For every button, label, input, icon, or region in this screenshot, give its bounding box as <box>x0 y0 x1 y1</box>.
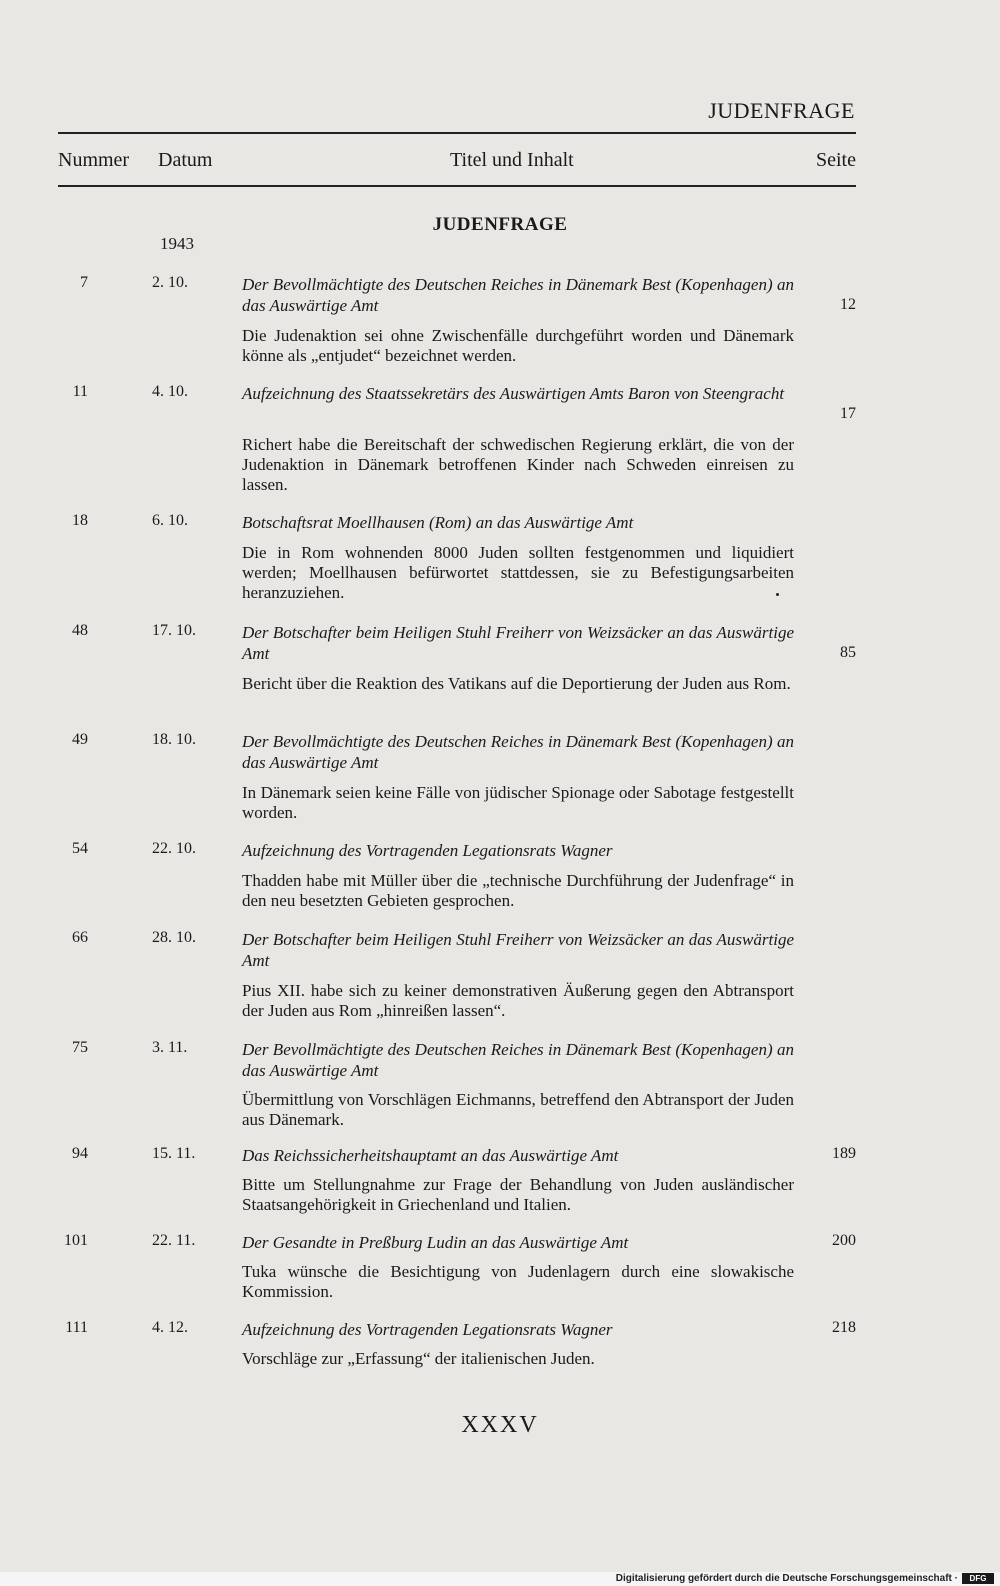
dfg-logo: DFG <box>962 1573 994 1584</box>
entry-title: Das Reichssicherheitshauptamt an das Auswärtige Amt <box>242 1146 619 1165</box>
page-folio: XXXV <box>461 1412 539 1438</box>
entry-number: 75 <box>72 1039 88 1056</box>
entry-summary: In Dänemark seien keine Fälle von jüdischer Spionage oder Sabotage festgestellt worden. <box>242 783 794 822</box>
entry-number: 101 <box>64 1232 88 1249</box>
entry-date: 17. 10. <box>152 622 196 639</box>
entry-summary: Richert habe die Bereitschaft der schwedischen Regierung erklärt, die von der Judenaktion in Dänemark betroffenen Kinder nach Schweden einreisen zu lassen. <box>242 435 794 494</box>
entry-date: 6. 10. <box>152 512 188 529</box>
entry-number: 94 <box>72 1145 88 1162</box>
entry-summary: Tuka wünsche die Besichtigung von Judenlagern durch eine slowakische Kommission. <box>242 1262 794 1301</box>
entry-date: 15. 11. <box>152 1145 196 1162</box>
entry-page: 12 <box>840 296 856 313</box>
column-header-seite: Seite <box>816 149 856 171</box>
entry-title: Der Bevollmächtigte des Deutschen Reiches in Dänemark Best (Kopenhagen) an das Auswärtige Amt <box>242 732 794 772</box>
entry-date: 2. 10. <box>152 274 188 291</box>
entry-title: Der Botschafter beim Heiligen Stuhl Freiherr von Weizsäcker an das Auswärtige Amt <box>242 623 794 663</box>
column-header-nummer: Nummer <box>58 149 130 171</box>
section-title: JUDENFRAGE <box>432 214 568 235</box>
entry-number: 11 <box>72 383 88 400</box>
entry-date: 22. 10. <box>152 840 196 857</box>
entry-page: 189 <box>832 1145 856 1162</box>
running-head: JUDENFRAGE <box>708 98 855 123</box>
entry-date: 3. 11. <box>152 1039 188 1056</box>
entry-title: Aufzeichnung des Vortragenden Legationsrats Wagner <box>242 841 613 860</box>
entry-title: Der Gesandte in Preßburg Ludin an das Auswärtige Amt <box>242 1233 629 1252</box>
entry-title: Der Bevollmächtigte des Deutschen Reiches in Dänemark Best (Kopenhagen) an das Auswärtige Amt <box>242 1040 794 1080</box>
column-header-datum: Datum <box>158 149 213 171</box>
entry-number: 66 <box>72 929 88 946</box>
entry-title: Botschaftsrat Moellhausen (Rom) an das Auswärtige Amt <box>242 513 634 532</box>
entry-date: 28. 10. <box>152 929 196 946</box>
entry-number: 18 <box>72 512 88 529</box>
entry-date: 4. 12. <box>152 1319 188 1336</box>
entry-page: 17 <box>840 405 856 422</box>
entry-summary: Die in Rom wohnenden 8000 Juden sollten festgenommen und liquidiert werden; Moellhausen befürwortet stattdessen, sie zu Befestigungsarbeiten heranzuziehen. <box>242 543 794 602</box>
entry-number: 54 <box>72 840 88 857</box>
entry-number: 7 <box>80 274 88 291</box>
entry-title: Aufzeichnung des Staatssekretärs des Auswärtigen Amts Baron von Steengracht <box>242 384 785 403</box>
entry-summary: Übermittlung von Vorschlägen Eichmanns, betreffend den Abtransport der Juden aus Dänemark. <box>242 1090 794 1129</box>
header-rule-bottom <box>58 185 856 187</box>
header-rule-top <box>58 132 856 134</box>
stray-mark <box>776 593 779 596</box>
entry-summary: Pius XII. habe sich zu keiner demonstrativen Äußerung gegen den Abtransport der Juden aus Rom „hinreißen lassen“. <box>242 981 794 1020</box>
entry-page: 85 <box>840 644 856 661</box>
entry-title: Aufzeichnung des Vortragenden Legationsrats Wagner <box>242 1320 613 1339</box>
entry-number: 111 <box>65 1319 88 1336</box>
entry-summary: Vorschläge zur „Erfassung“ der italienischen Juden. <box>242 1349 595 1368</box>
entry-page: 200 <box>832 1232 856 1249</box>
entry-page: 218 <box>832 1319 856 1336</box>
footer-credit: Digitalisierung gefördert durch die Deutsche Forschungsgemeinschaft · <box>615 1573 958 1584</box>
year-label: 1943 <box>160 234 194 253</box>
entry-date: 22. 11. <box>152 1232 196 1249</box>
entry-number: 49 <box>72 731 88 748</box>
column-header-titel: Titel und Inhalt <box>450 149 574 171</box>
entry-summary: Thadden habe mit Müller über die „technische Durchführung der Judenfrage“ in den neu besetzten Gebieten gesprochen. <box>242 871 794 910</box>
entry-date: 18. 10. <box>152 731 196 748</box>
entry-number: 48 <box>72 622 88 639</box>
entry-summary: Bitte um Stellungnahme zur Frage der Behandlung von Juden ausländischer Staatsangehörigkeit in Griechenland und Italien. <box>242 1175 794 1214</box>
entry-title: Der Botschafter beim Heiligen Stuhl Freiherr von Weizsäcker an das Auswärtige Amt <box>242 930 794 970</box>
entry-date: 4. 10. <box>152 383 188 400</box>
entry-title: Der Bevollmächtigte des Deutschen Reiches in Dänemark Best (Kopenhagen) an das Auswärtige Amt <box>242 275 794 315</box>
entry-summary: Die Judenaktion sei ohne Zwischenfälle durchgeführt worden und Dänemark könne als „entjudet“ bezeichnet werden. <box>242 326 794 365</box>
entry-summary: Bericht über die Reaktion des Vatikans auf die Deportierung der Juden aus Rom. <box>242 674 791 693</box>
